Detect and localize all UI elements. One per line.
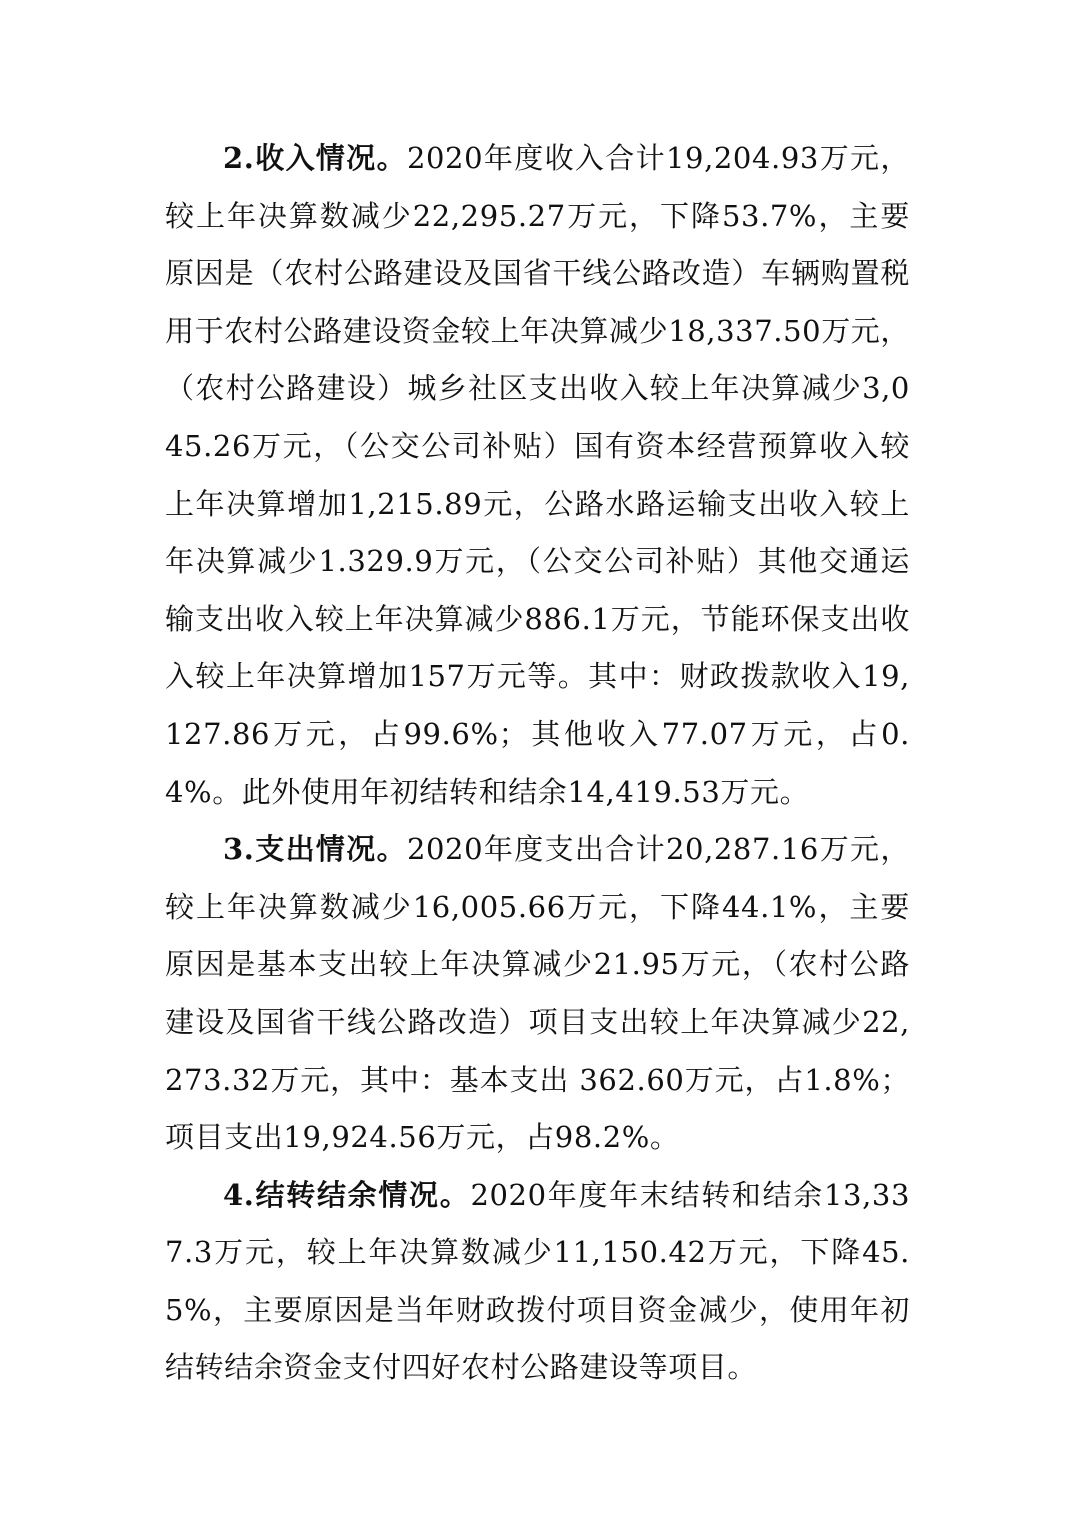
paragraph-heading-expenditure: 3.支出情况。 bbox=[223, 832, 407, 867]
paragraph-text-income: 2020年度收入合计19,204.93万元，较上年决算数减少22,295.27万元，下降53.7%，主要原因是（农村公路建设及国省干线公路改造）车辆购置税用于农村公路建设资金较上年决算减少18,337.50万元，（农村公路建设）城乡社区支出收入较上年决算减少3,045.26万元，（公交公司补贴）国有资本经营预算收入较上年决算增加1,215.89元，公路水路运输支出收入较上年决算减少1.329.9万元，（公交公司补贴）其他交通运输支出收入较上年决算减少886.1万元，节能环保支出收入较上年决算增加157万元等。其中：财政拨款收入19,127.86万元，占99.6%；其他收入77.07万元，占0.4%。此外使用年初结转和结余14,419.53万元。 bbox=[165, 141, 910, 809]
paragraph-heading-carryover: 4.结转结余情况。 bbox=[223, 1177, 471, 1212]
paragraph-text-carryover: 2020年度年末结转和结余13,337.3万元，较上年决算数减少11,150.42万元，下降45.5%，主要原因是当年财政拨付项目资金减少，使用年初结转结余资金支付四好农村公路建设等项目。 bbox=[165, 1177, 910, 1385]
paragraph-heading-income: 2.收入情况。 bbox=[223, 141, 407, 175]
paragraph-carryover bbox=[165, 1167, 910, 1397]
document-body bbox=[165, 130, 910, 1397]
paragraph-income bbox=[165, 130, 910, 821]
paragraph-expenditure bbox=[165, 821, 910, 1167]
paragraph-text-expenditure: 2020年度支出合计20,287.16万元，较上年决算数减少16,005.66万元，下降44.1%，主要原因是基本支出较上年决算减少21.95万元，（农村公路建设及国省干线公路改造）项目支出较上年决算减少22,273.32万元，其中：基本支出 362.60万元，占1.8%；项目支出19,924.56万元，占98.2%。 bbox=[165, 832, 910, 1155]
